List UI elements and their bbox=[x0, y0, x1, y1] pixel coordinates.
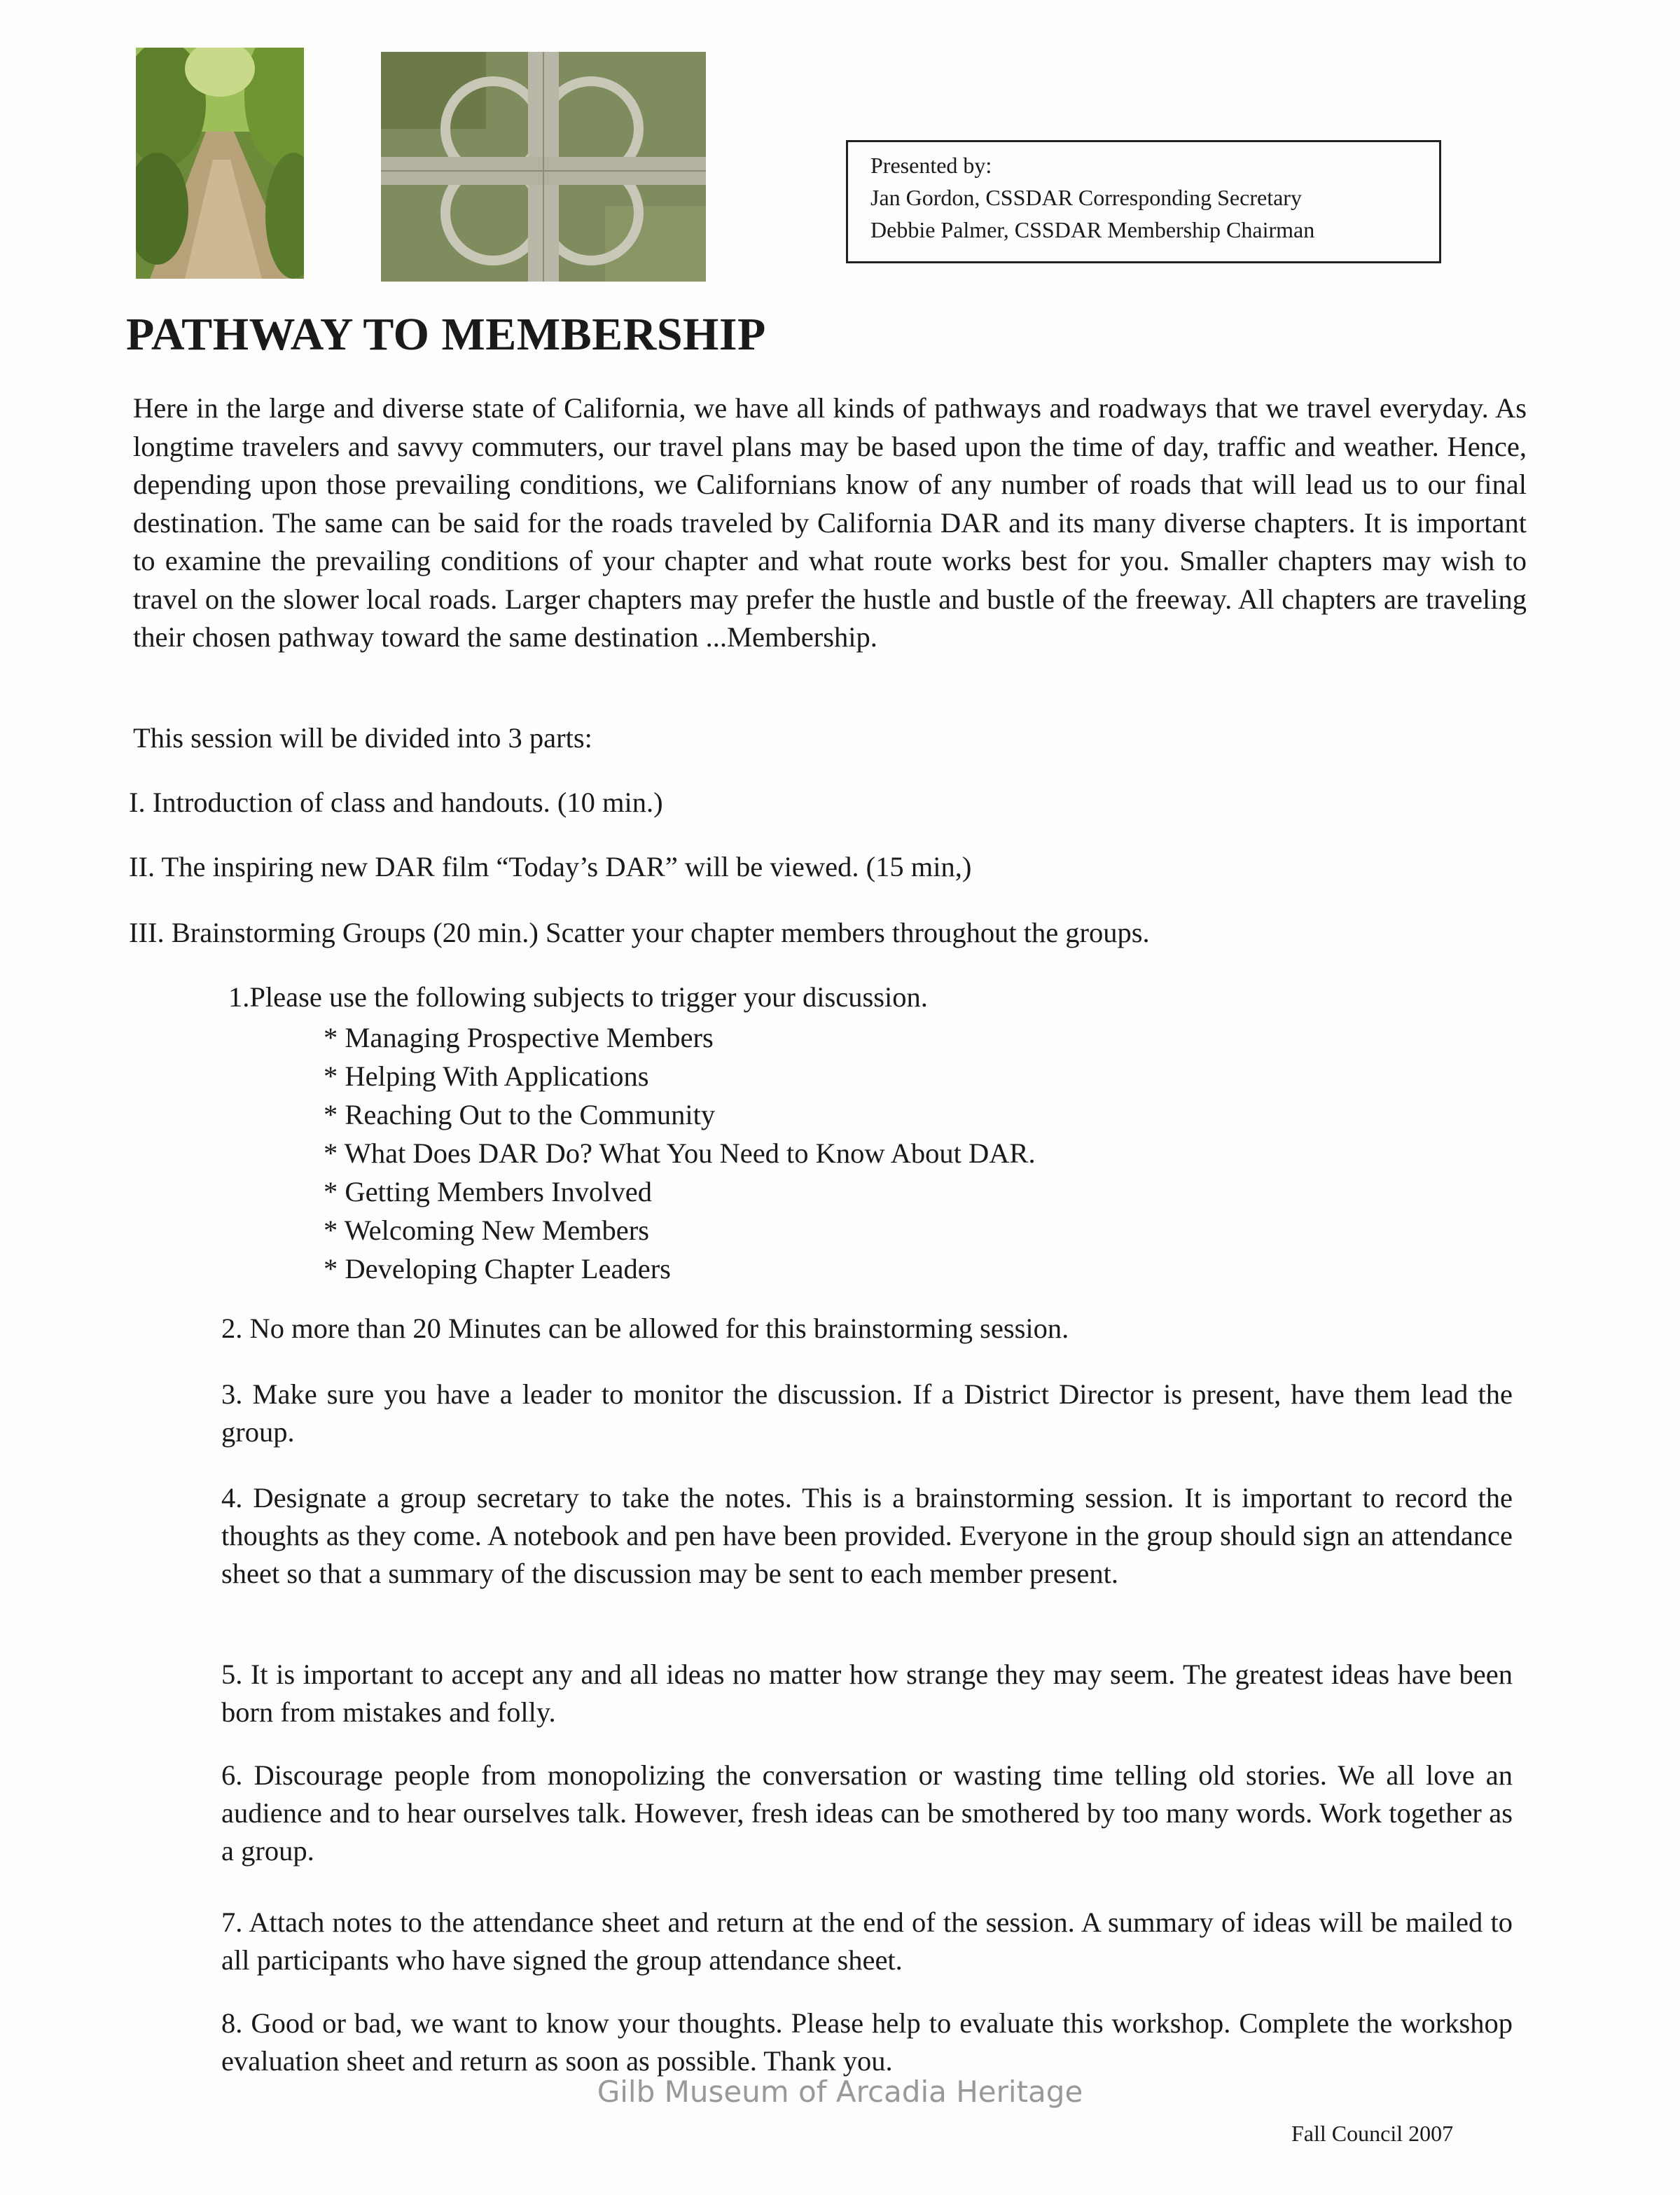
step-2: 2. No more than 20 Minutes can be allowed for this brainstorming session. bbox=[221, 1313, 1069, 1344]
list-item: * Welcoming New Members bbox=[324, 1214, 650, 1246]
presenter-line-1: Jan Gordon, CSSDAR Corresponding Secretary bbox=[870, 185, 1302, 210]
step-8: 8. Good or bad, we want to know your thoughts. Please help to evaluate this workshop. Complete the workshop evaluation sheet and return as soon as possible. Thank you. bbox=[221, 2007, 1513, 2077]
part-1: I. Introduction of class and handouts. (10 min.) bbox=[129, 787, 663, 818]
forest-path-photo bbox=[136, 48, 304, 279]
list-item: * Getting Members Involved bbox=[324, 1176, 653, 1207]
list-item: * Managing Prospective Members bbox=[324, 1022, 714, 1053]
presenter-heading: Presented by: bbox=[870, 153, 992, 178]
step-3: 3. Make sure you have a leader to monitor the discussion. If a District Director is present, have them lead the group. bbox=[221, 1378, 1513, 1448]
presenter-box bbox=[846, 140, 1441, 263]
step-4: 4. Designate a group secretary to take the notes. This is a brainstorming session. It is important to record the thoughts as they come. A notebook and pen have been provided. Everyone in the group should sign an attendance sheet so that a summary of the discussion may be sent to each member present. bbox=[221, 1482, 1513, 1589]
subjects-intro: 1.Please use the following subjects to trigger your discussion. bbox=[228, 981, 928, 1013]
list-item: * Reaching Out to the Community bbox=[324, 1099, 716, 1130]
freeway-interchange-photo bbox=[381, 52, 706, 282]
page-title: PATHWAY TO MEMBERSHIP bbox=[126, 309, 766, 360]
footer-label: Fall Council 2007 bbox=[1291, 2121, 1454, 2146]
part-3: III. Brainstorming Groups (20 min.) Scatter your chapter members throughout the groups. bbox=[129, 917, 1150, 948]
step-6: 6. Discourage people from monopolizing the conversation or wasting time telling old stories. We all love an audience and to hear ourselves talk. However, fresh ideas can be smothered by too many words. Work together as a group. bbox=[221, 1759, 1513, 1867]
intro-paragraph: Here in the large and diverse state of California, we have all kinds of pathways and roadways that we travel everyday. As longtime travelers and savvy commuters, our travel plans may be based upon the time of day, traffic and weather. Hence, depending upon those prevailing conditions, we Californians know of any number of roads that will lead us to our final destination. The same can be said for the roads traveled by California DAR and its many diverse chapters. It is important to examine the prevailing conditions of your chapter and what route works best for you. Smaller chapters may wish to travel on the slower local roads. Larger chapters may prefer the hustle and bustle of the freeway. All chapters are traveling their chosen pathway toward the same destination ...Membership. bbox=[133, 392, 1527, 653]
list-item: * Developing Chapter Leaders bbox=[324, 1253, 671, 1285]
presenter-line-2: Debbie Palmer, CSSDAR Membership Chairman bbox=[870, 217, 1315, 242]
watermark: Gilb Museum of Arcadia Heritage bbox=[597, 2075, 1083, 2109]
step-7: 7. Attach notes to the attendance sheet and return at the end of the session. A summary of ideas will be mailed to all participants who have signed the group attendance sheet. bbox=[221, 1906, 1513, 1976]
session-intro: This session will be divided into 3 parts: bbox=[133, 722, 592, 754]
subjects-list bbox=[324, 1018, 1036, 1288]
step-5: 5. It is important to accept any and all ideas no matter how strange they may seem. The greatest ideas have been born from mistakes and folly. bbox=[221, 1659, 1513, 1728]
list-item: * Helping With Applications bbox=[324, 1060, 649, 1092]
part-2: II. The inspiring new DAR film “Today’s DAR” will be viewed. (15 min,) bbox=[129, 851, 972, 882]
list-item: * What Does DAR Do? What You Need to Know About DAR. bbox=[324, 1137, 1036, 1169]
